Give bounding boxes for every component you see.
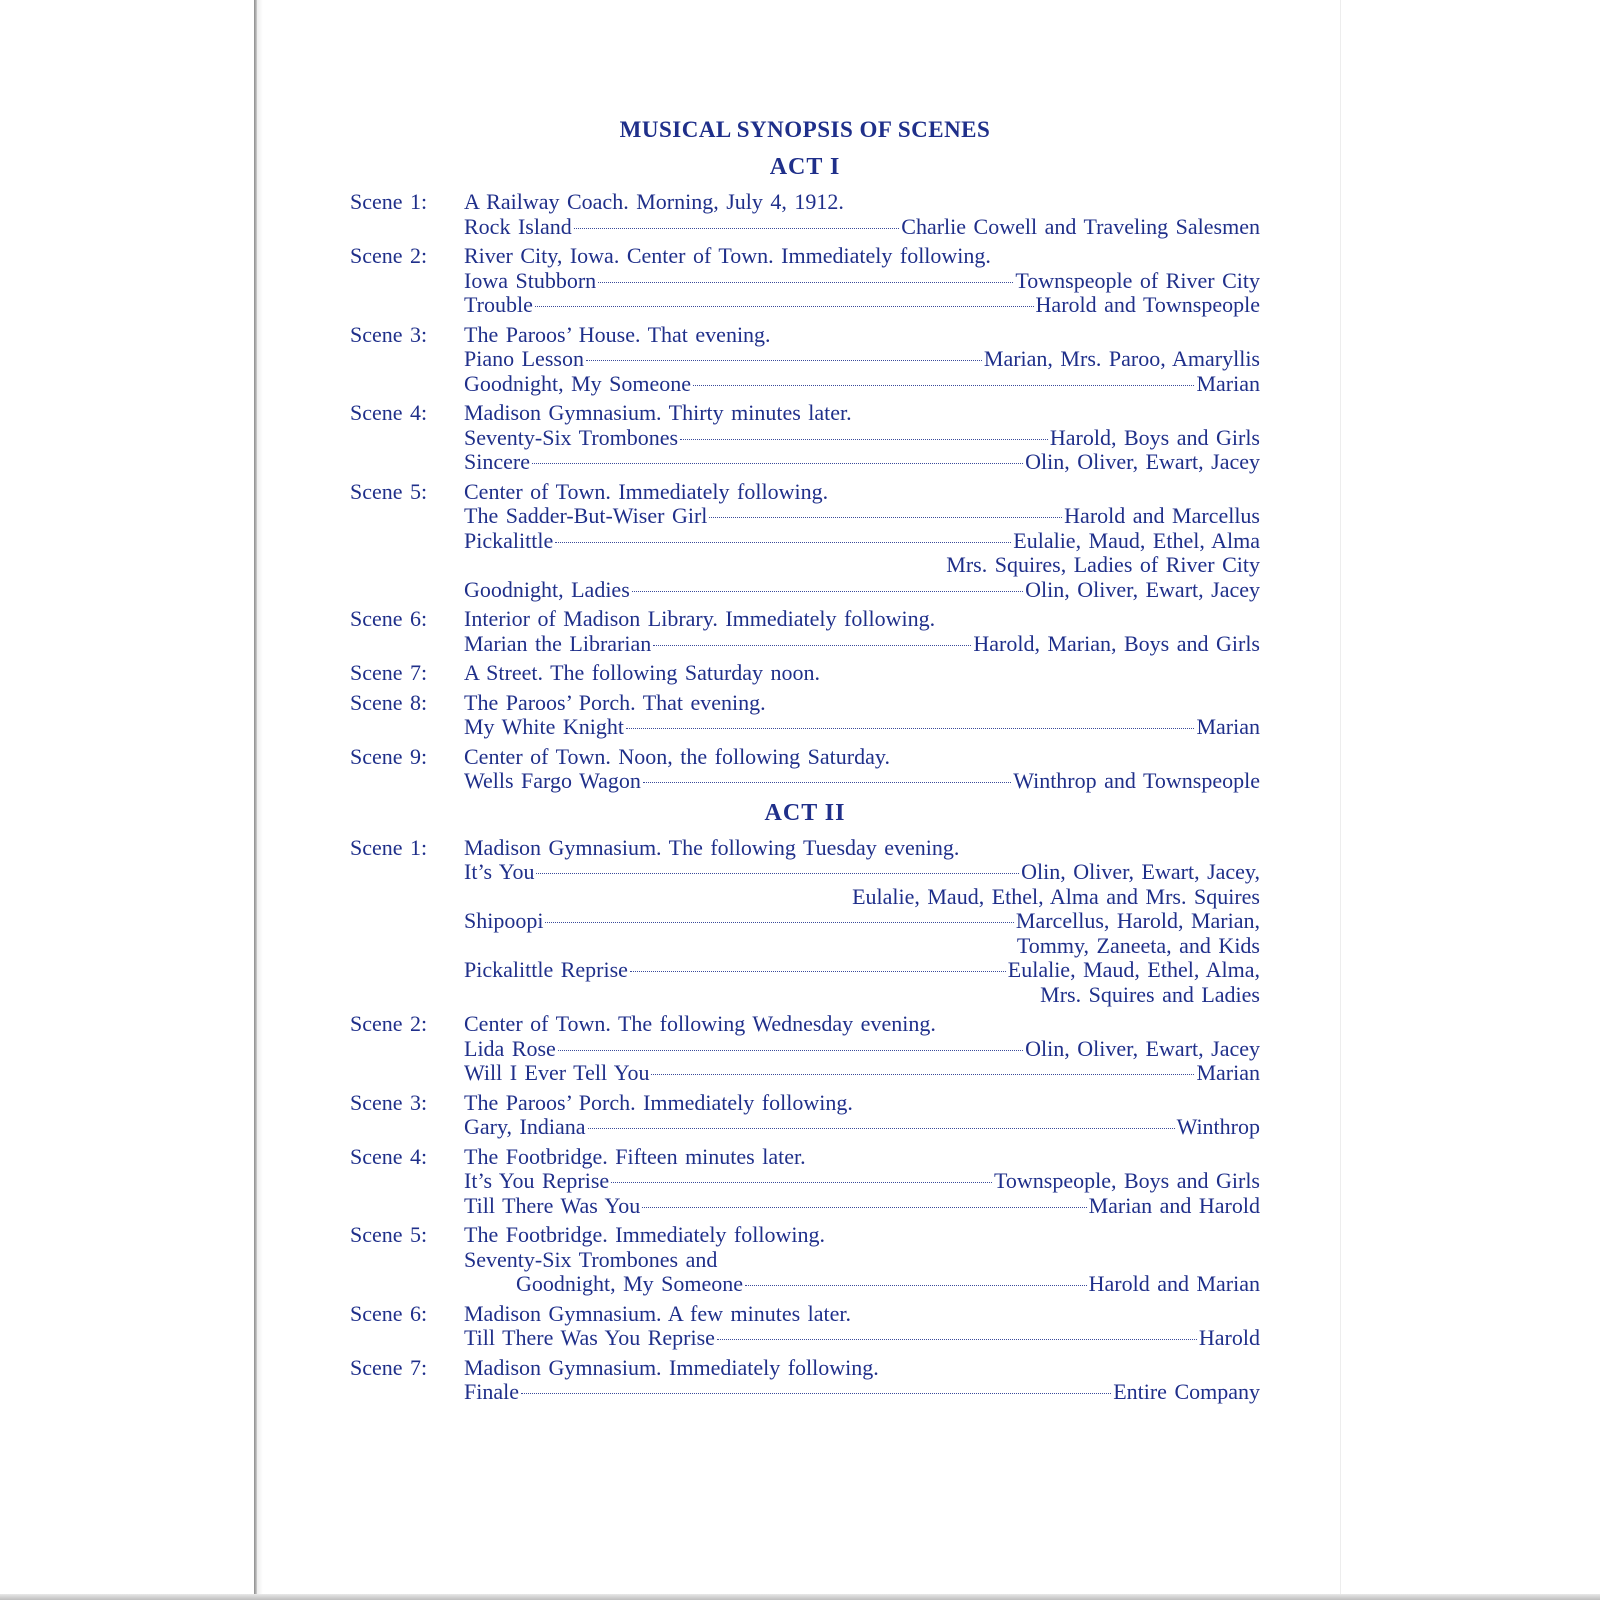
dotted-leader [545,922,1013,923]
scene-body [464,745,1260,794]
song-performers: Olin, Oliver, Ewart, Jacey [1025,576,1260,602]
song-performers: Eulalie, Maud, Ethel, Alma, [1007,957,1260,982]
scene-description: The Paroos’ Porch. That evening. [464,689,766,715]
dotted-leader [588,1128,1175,1129]
song-performers: Townspeople of River City [1015,267,1260,293]
scene-entry [350,480,1260,603]
scene-label: Scene 8: [350,689,428,715]
song-title: Marian the Librarian [464,630,652,656]
dotted-leader [632,591,1023,592]
scene-body [464,1223,1260,1297]
scene-body [464,244,1260,318]
song-title: Iowa Stubborn [464,267,597,293]
song-title: Till There Was You [464,1192,641,1218]
song-title: Finale [464,1379,519,1404]
scene-label: Scene 4: [350,1143,428,1169]
program-page [350,117,1260,1410]
scene-entry [350,1223,1260,1297]
dotted-leader [558,1050,1023,1051]
song-title: The Sadder-But-Wiser Girl [464,503,708,528]
dotted-leader [642,1207,1086,1208]
scene-body [464,323,1260,397]
song-line [464,578,1260,603]
scene-description: A Railway Coach. Morning, July 4, 1912. [464,189,844,214]
song-title: Gary, Indiana [464,1114,586,1139]
song-performers: Entire Company [1113,1379,1260,1404]
dotted-leader [521,1393,1111,1394]
song-title: Seventy-Six Trombones [464,424,679,450]
song-performers: Olin, Oliver, Ewart, Jacey, [1021,859,1260,884]
scene-label: Scene 3: [350,321,428,347]
dotted-leader [611,1182,992,1183]
scene-entry [350,190,1260,239]
song-line [464,1272,1260,1297]
song-line [464,1061,1260,1086]
scene-entry [350,323,1260,397]
scene-label: Scene 1: [350,834,428,860]
song-performers: Harold [1198,1325,1260,1350]
song-performers: Marian [1196,1060,1260,1085]
scene-description: A Street. The following Saturday noon. [464,660,821,685]
scene-entry [350,745,1260,794]
dotted-leader [535,306,1034,307]
song-title: Will I Ever Tell You [464,1060,650,1085]
song-performers: Winthrop and Townspeople [1013,768,1260,793]
song-performers-continued: Mrs. Squires, Ladies of River City [946,552,1260,577]
scene-description: Center of Town. Noon, the following Saturday. [464,743,890,769]
scene-entry [350,1302,1260,1351]
scene-body [464,1356,1260,1405]
scene-description: Center of Town. The following Wednesday evening. [464,1011,936,1036]
dotted-leader [630,971,1006,972]
scene-description: Interior of Madison Library. Immediately following. [464,606,936,631]
song-performers: Harold and Marian [1088,1271,1260,1296]
song-performers: Olin, Oliver, Ewart, Jacey [1025,1035,1260,1061]
scene-description: Madison Gymnasium. Thirty minutes later. [464,400,852,425]
dotted-leader [586,360,982,361]
dotted-leader [709,517,1062,518]
song-line [464,450,1260,475]
scene-entry [350,661,1260,686]
scene-body [464,836,1260,1008]
scene-entry [350,401,1260,475]
scene-label: Scene 9: [350,743,428,769]
scene-entry [350,244,1260,318]
scene-description: The Paroos’ House. That evening. [464,321,771,347]
song-title: Lida Rose [464,1035,556,1061]
song-performers: Marian [1196,714,1260,739]
scene-body [464,1012,1260,1086]
song-performers: Townspeople, Boys and Girls [994,1168,1260,1193]
song-title: Trouble [464,292,533,317]
song-line [464,909,1260,934]
dotted-leader [555,542,1011,543]
song-title: Goodnight, My Someone [516,1271,744,1296]
song-performers: Harold and Marcellus [1064,503,1260,528]
song-line [464,1194,1260,1219]
scene-body [464,661,1260,686]
song-performers: Charlie Cowell and Traveling Salesmen [901,213,1260,239]
song-line [464,426,1260,451]
scene-entry [350,1091,1260,1140]
song-title: It’s You [464,859,535,884]
scene-description: The Footbridge. Fifteen minutes later. [464,1143,806,1169]
scene-entry [350,1012,1260,1086]
page-right-edge [1340,0,1341,1600]
song-title: Sincere [464,449,530,474]
song-performers: Harold and Townspeople [1035,292,1260,317]
song-line [464,958,1260,983]
song-title: Rock Island [464,213,572,239]
scene-body [464,480,1260,603]
dotted-leader [536,873,1019,874]
scene-label: Scene 6: [350,606,428,631]
song-performers: Harold, Marian, Boys and Girls [973,630,1260,656]
scene-label: Scene 1: [350,189,428,214]
page-binding-shadow [257,0,263,1600]
song-line [464,529,1260,554]
scene-description: Madison Gymnasium. The following Tuesday evening. [464,834,960,860]
scene-description: The Paroos’ Porch. Immediately following. [464,1089,853,1115]
scene-body [464,1302,1260,1351]
scene-label: Scene 2: [350,243,428,268]
song-performers-continued: Eulalie, Maud, Ethel, Alma and Mrs. Squires [852,883,1260,909]
dotted-leader [745,1285,1087,1286]
scene-description: Madison Gymnasium. A few minutes later. [464,1300,852,1326]
dotted-leader [651,1074,1194,1075]
song-title: Seventy-Six Trombones and [464,1246,718,1272]
scene-label: Scene 5: [350,478,428,504]
song-line [464,1248,1260,1273]
song-line [464,1115,1260,1140]
scene-entry [350,836,1260,1008]
dotted-leader [693,385,1194,386]
scene-body [464,1145,1260,1219]
song-line [464,293,1260,318]
scene-label: Scene 7: [350,660,428,685]
dotted-leader [653,645,971,646]
dotted-leader [598,282,1013,283]
song-line [464,269,1260,294]
song-performers: Eulalie, Maud, Ethel, Alma [1013,527,1260,553]
scene-description: Madison Gymnasium. Immediately following. [464,1354,879,1380]
dotted-leader [532,463,1023,464]
song-title: My White Knight [464,714,625,739]
song-line [464,1326,1260,1351]
song-title: Pickalittle Reprise [464,957,628,982]
song-title: It’s You Reprise [464,1168,610,1193]
song-line [464,1169,1260,1194]
song-performers: Marcellus, Harold, Marian, [1015,908,1260,933]
scene-label: Scene 3: [350,1089,428,1115]
song-performers: Olin, Oliver, Ewart, Jacey [1025,449,1260,474]
scene-body [464,1091,1260,1140]
scene-description: The Footbridge. Immediately following. [464,1222,825,1247]
song-title: Goodnight, My Someone [464,370,692,396]
act-heading: ACT II [764,799,846,826]
song-line [464,504,1260,529]
page-bottom-edge [0,1594,1600,1600]
song-title: Wells Fargo Wagon [464,768,641,793]
song-title: Goodnight, Ladies [464,576,630,602]
song-performers: Winthrop [1176,1114,1260,1139]
scene-label: Scene 7: [350,1354,428,1380]
song-line [464,372,1260,397]
song-line [464,715,1260,740]
scene-description: Center of Town. Immediately following. [464,478,829,504]
song-line [464,860,1260,885]
song-title: Pickalittle [464,527,554,553]
song-line [464,1037,1260,1062]
song-title: Shipoopi [464,908,544,933]
dotted-leader [574,228,900,229]
scene-entry [350,691,1260,740]
song-line [464,1380,1260,1405]
song-performers-continued: Mrs. Squires and Ladies [1040,981,1260,1007]
song-performers: Marian, Mrs. Paroo, Amaryllis [983,346,1260,371]
song-performers: Harold, Boys and Girls [1049,424,1260,450]
scene-body [464,401,1260,475]
scene-label: Scene 6: [350,1300,428,1326]
scene-label: Scene 5: [350,1222,428,1247]
scene-entry [350,607,1260,656]
act-heading: ACT I [769,154,841,180]
song-line [464,769,1260,794]
scene-body [464,607,1260,656]
scene-label: Scene 2: [350,1011,428,1036]
dotted-leader [717,1339,1197,1340]
song-performers: Marian and Harold [1088,1192,1260,1218]
dotted-leader [643,782,1011,783]
scene-body [464,190,1260,239]
song-title: Till There Was You Reprise [464,1325,715,1350]
page-title: MUSICAL SYNOPSIS OF SCENES [619,117,991,142]
song-performers-continued: Tommy, Zaneeta, and Kids [1016,932,1260,958]
song-line [464,632,1260,657]
scene-label: Scene 4: [350,400,428,425]
dotted-leader [680,439,1048,440]
song-title: Piano Lesson [464,346,584,371]
scene-body [464,691,1260,740]
song-line [464,215,1260,240]
scene-description: River City, Iowa. Center of Town. Immediately following. [464,243,991,268]
scene-entry [350,1356,1260,1405]
song-performers: Marian [1196,370,1260,396]
scene-entry [350,1145,1260,1219]
dotted-leader [626,728,1194,729]
song-line [464,347,1260,372]
acts-container [350,154,1260,1405]
